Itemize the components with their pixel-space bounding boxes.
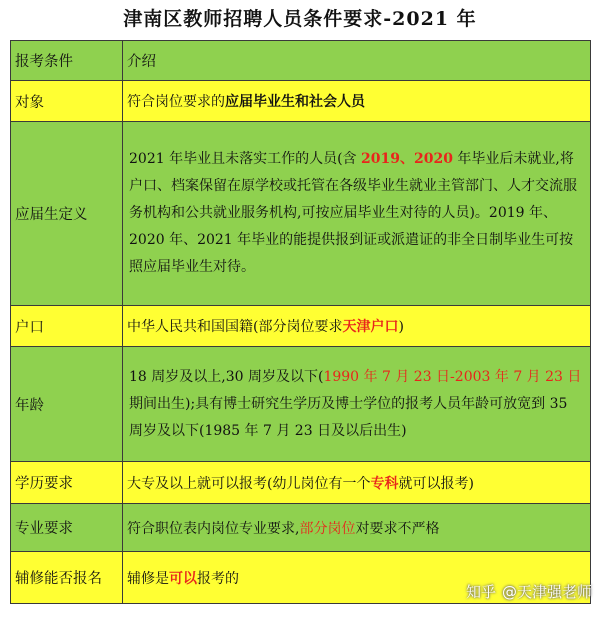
text: 报考的 [197, 570, 239, 587]
highlight-text: 可以 [169, 570, 197, 587]
text: 符合职位表内岗位专业要求, [127, 520, 300, 537]
text: 符合岗位要求的 [127, 94, 225, 110]
text: 大专及以上就可以报考(幼儿岗位有一个 [127, 475, 371, 492]
watermark-author: @天津强老师 [501, 582, 592, 601]
row-value [123, 462, 591, 504]
highlight-text: 专科 [370, 475, 399, 492]
header-col2: 介绍 [123, 41, 591, 81]
row-label: 对象 [11, 81, 123, 122]
table-header-row [11, 41, 591, 81]
text: 对要求不严格 [355, 520, 440, 537]
row-major [11, 504, 591, 552]
requirements-table [10, 40, 591, 604]
highlight-text: 天津户口 [342, 319, 399, 335]
text: ) [398, 319, 404, 335]
row-hukou [11, 306, 591, 347]
text: 就可以报考) [398, 475, 474, 492]
row-value [123, 306, 591, 347]
page-title: 津南区教师招聘人员条件要求-2021 年 [123, 8, 477, 30]
row-label: 辅修能否报名 [11, 552, 123, 604]
highlight-text: 2019、2020 [361, 151, 453, 167]
highlight-text: 1990 年 7 月 23 日-2003 年 7 月 23 日 [323, 368, 582, 385]
row-value [123, 504, 591, 552]
watermark [466, 579, 592, 603]
text: 年毕业后未就业,将户口、档案保留在原学校或托管在各级毕业生就业主管部门、人才交流服务机构和公共就业服务机构,可按应届毕业生对待的人员)。2019 年、2020 年、2021 年毕业的能提供报到证或派遣证的非全日制毕业生可按照应届毕业生对待。 [129, 151, 577, 275]
highlight-text: 部分岗位 [299, 520, 356, 537]
row-label: 年龄 [11, 347, 123, 462]
text: 18 周岁及以上,30 周岁及以下( [129, 368, 324, 385]
row-age [11, 347, 591, 462]
text: 2021 年毕业且未落实工作的人员(含 [129, 151, 361, 167]
header-col1: 报考条件 [11, 41, 123, 81]
row-value [123, 122, 591, 306]
text: 期间出生);具有博士研究生学历及博士学位的报考人员年龄可放宽到 35 周岁及以下(1985 年 7 月 23 日及以后出生) [129, 395, 568, 439]
row-label: 学历要求 [11, 462, 123, 504]
row-label: 专业要求 [11, 504, 123, 552]
text: 中华人民共和国国籍(部分岗位要求 [127, 319, 343, 335]
row-education [11, 462, 591, 504]
highlight-text: 应届毕业生和社会人员 [225, 94, 365, 110]
text: 辅修是 [127, 570, 169, 587]
row-label: 应届生定义 [11, 122, 123, 306]
row-value [123, 81, 591, 122]
watermark-site: 知乎 [465, 582, 496, 601]
row-value [123, 347, 591, 462]
row-definition [11, 122, 591, 306]
row-label: 户口 [11, 306, 123, 347]
row-target [11, 81, 591, 122]
